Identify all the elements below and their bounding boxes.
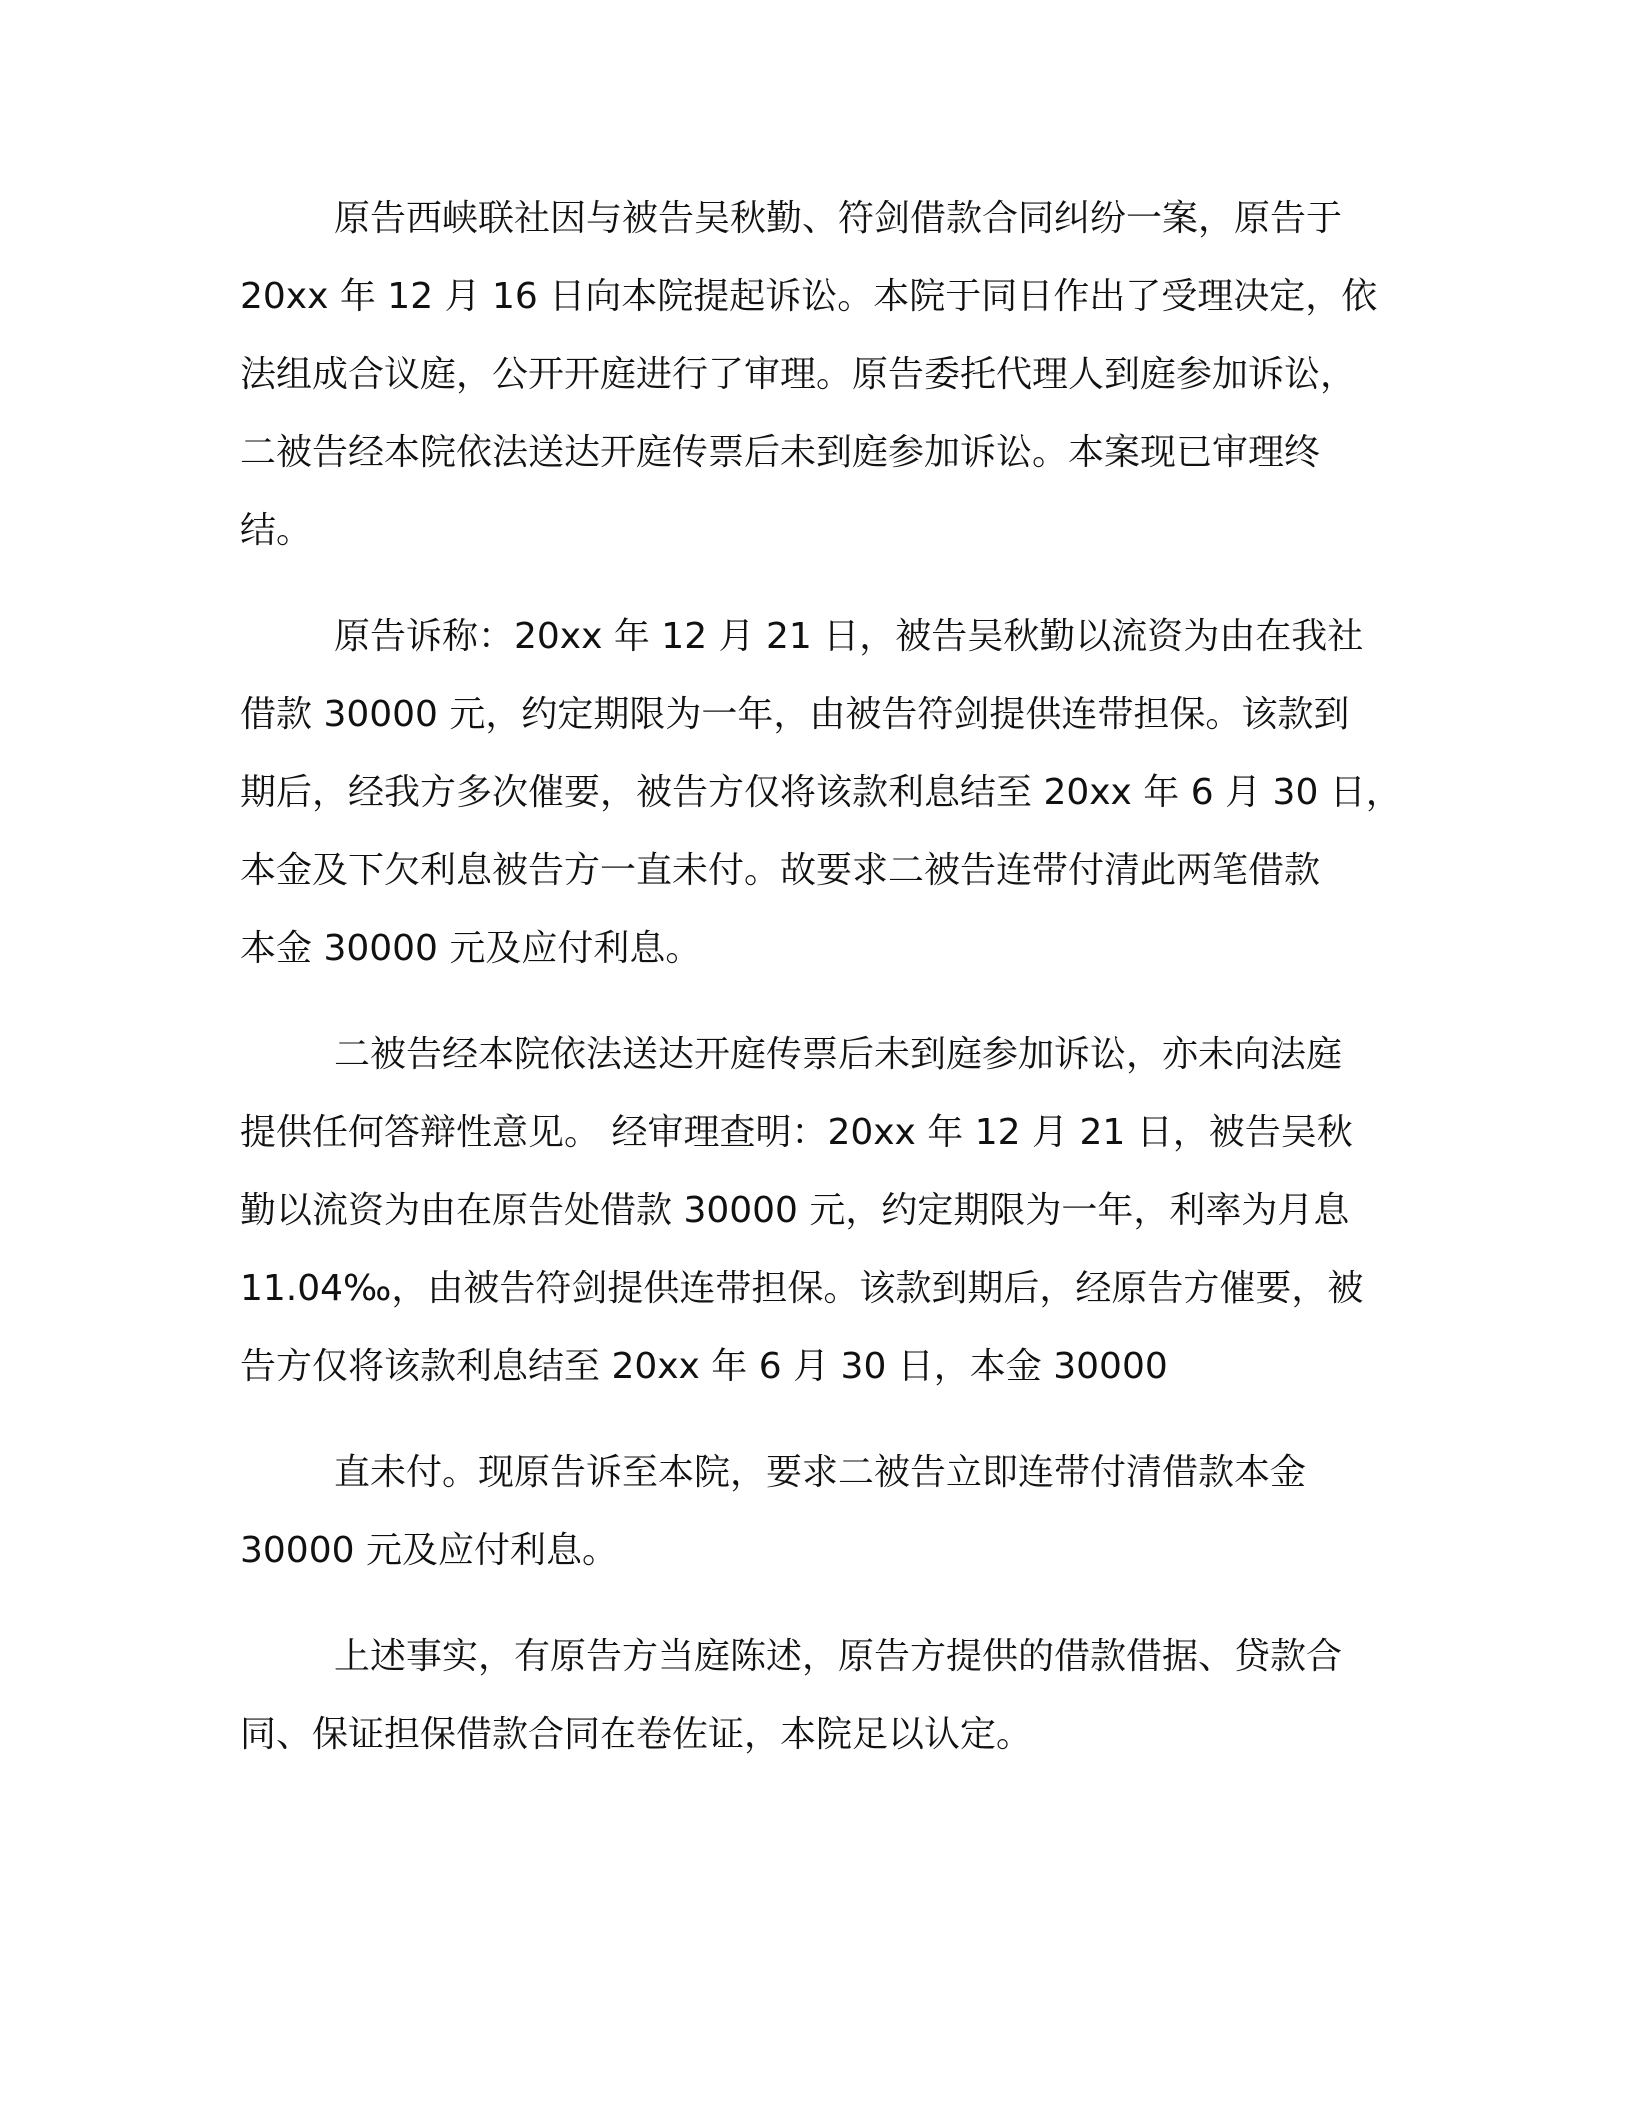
document-body	[240, 180, 1410, 1774]
text-line: 原告诉称：20xx 年 12 月 21 日，被告吴秋勤以流资为由在我社	[334, 616, 1364, 657]
text-line: 原告西峡联社因与被告吴秋勤、符剑借款合同纠纷一案，原告于	[334, 198, 1343, 239]
text-line: 法组成合议庭，公开开庭进行了审理。原告委托代理人到庭参加诉讼，	[240, 354, 1357, 395]
text-line: 30000 元及应付利息。	[240, 1530, 618, 1571]
text-line: 本金 30000 元及应付利息。	[240, 928, 702, 969]
text-line: 勤以流资为由在原告处借款 30000 元，约定期限为一年，利率为月息	[240, 1190, 1350, 1231]
text-line: 上述事实，有原告方当庭陈述，原告方提供的借款借据、贷款合	[334, 1636, 1343, 1677]
text-line: 告方仅将该款利息结至 20xx 年 6 月 30 日，本金 30000	[240, 1346, 1168, 1387]
paragraph-case-intro	[240, 180, 1410, 570]
text-line: 直未付。现原告诉至本院，要求二被告立即连带付清借款本金	[334, 1452, 1307, 1493]
text-line: 同、保证担保借款合同在卷佐证，本院足以认定。	[240, 1714, 1033, 1755]
paragraph-plaintiff-claim	[240, 598, 1410, 988]
text-line: 本金及下欠利息被告方一直未付。故要求二被告连带付清此两笔借款	[240, 850, 1321, 891]
text-line: 二被告经本院依法送达开庭传票后未到庭参加诉讼，亦未向法庭	[334, 1034, 1343, 1075]
text-line: 结。	[240, 510, 313, 551]
text-line: 20xx 年 12 月 16 日向本院提起诉讼。本院于同日作出了受理决定，依	[240, 276, 1378, 317]
text-line: 二被告经本院依法送达开庭传票后未到庭参加诉讼。本案现已审理终	[240, 432, 1321, 473]
text-line: 提供任何答辩性意见。 经审理查明：20xx 年 12 月 21 日，被告吴秋	[240, 1112, 1353, 1153]
text-line: 借款 30000 元，约定期限为一年，由被告符剑提供连带担保。该款到	[240, 694, 1350, 735]
paragraph-findings	[240, 1016, 1410, 1406]
paragraph-demand	[240, 1434, 1410, 1590]
text-line: 期后，经我方多次催要，被告方仅将该款利息结至 20xx 年 6 月 30 日，	[240, 772, 1402, 813]
text-line: 11.04‰，由被告符剑提供连带担保。该款到期后，经原告方催要，被	[240, 1268, 1364, 1309]
paragraph-evidence	[240, 1618, 1410, 1774]
